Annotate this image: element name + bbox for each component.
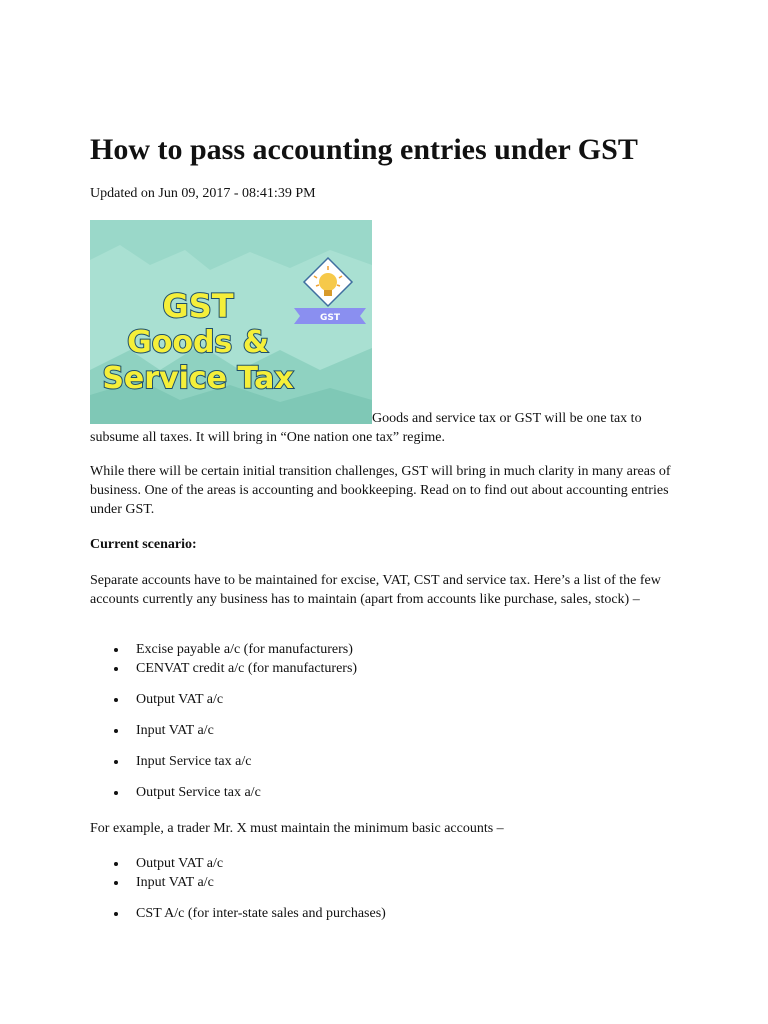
list-item: Output VAT a/c [90, 854, 386, 873]
list-item: CENVAT credit a/c (for manufacturers) [90, 659, 357, 678]
banner-heading-line-3: Service Tax [102, 361, 294, 396]
page-title: How to pass accounting entries under GST [90, 133, 638, 166]
paragraph-example: For example, a trader Mr. X must maintain the minimum basic accounts – [90, 821, 504, 836]
list-item: CST A/c (for inter-state sales and purchases) [90, 904, 386, 923]
list-item: Input Service tax a/c [90, 752, 357, 771]
list-item: Output Service tax a/c [90, 783, 357, 802]
section-heading-current-scenario: Current scenario: [90, 537, 197, 552]
banner-heading-line-1: GST [162, 287, 234, 325]
gst-banner-image [90, 220, 372, 424]
ribbon-label: GST [319, 313, 341, 323]
banner-heading-line-2: Goods & [127, 325, 269, 360]
trader-accounts-list [90, 854, 386, 923]
paragraph-accounts: Separate accounts have to be maintained for excise, VAT, CST and service tax. Here’s a list of the few accounts currently any business has to maintain (apart from accounts like purchase, sales, stock) – [90, 573, 661, 607]
list-item: Excise payable a/c (for manufacturers) [90, 640, 357, 659]
intro-paragraph [90, 409, 680, 447]
accounts-list [90, 640, 357, 802]
paragraph-transition: While there will be certain initial transition challenges, GST will bring in much clarity in many areas of business. One of the areas is accounting and bookkeeping. Read on to find out about accounting entries under GST. [90, 464, 671, 517]
list-item: Input VAT a/c [90, 721, 357, 740]
updated-timestamp: Updated on Jun 09, 2017 - 08:41:39 PM [90, 186, 316, 201]
gst-ribbon-badge [294, 308, 366, 324]
list-item: Input VAT a/c [90, 873, 386, 892]
list-item: Output VAT a/c [90, 690, 357, 709]
intro-text: Goods and service tax or GST will be one tax to subsume all taxes. It will bring in “One nation one tax” regime. [90, 411, 642, 445]
